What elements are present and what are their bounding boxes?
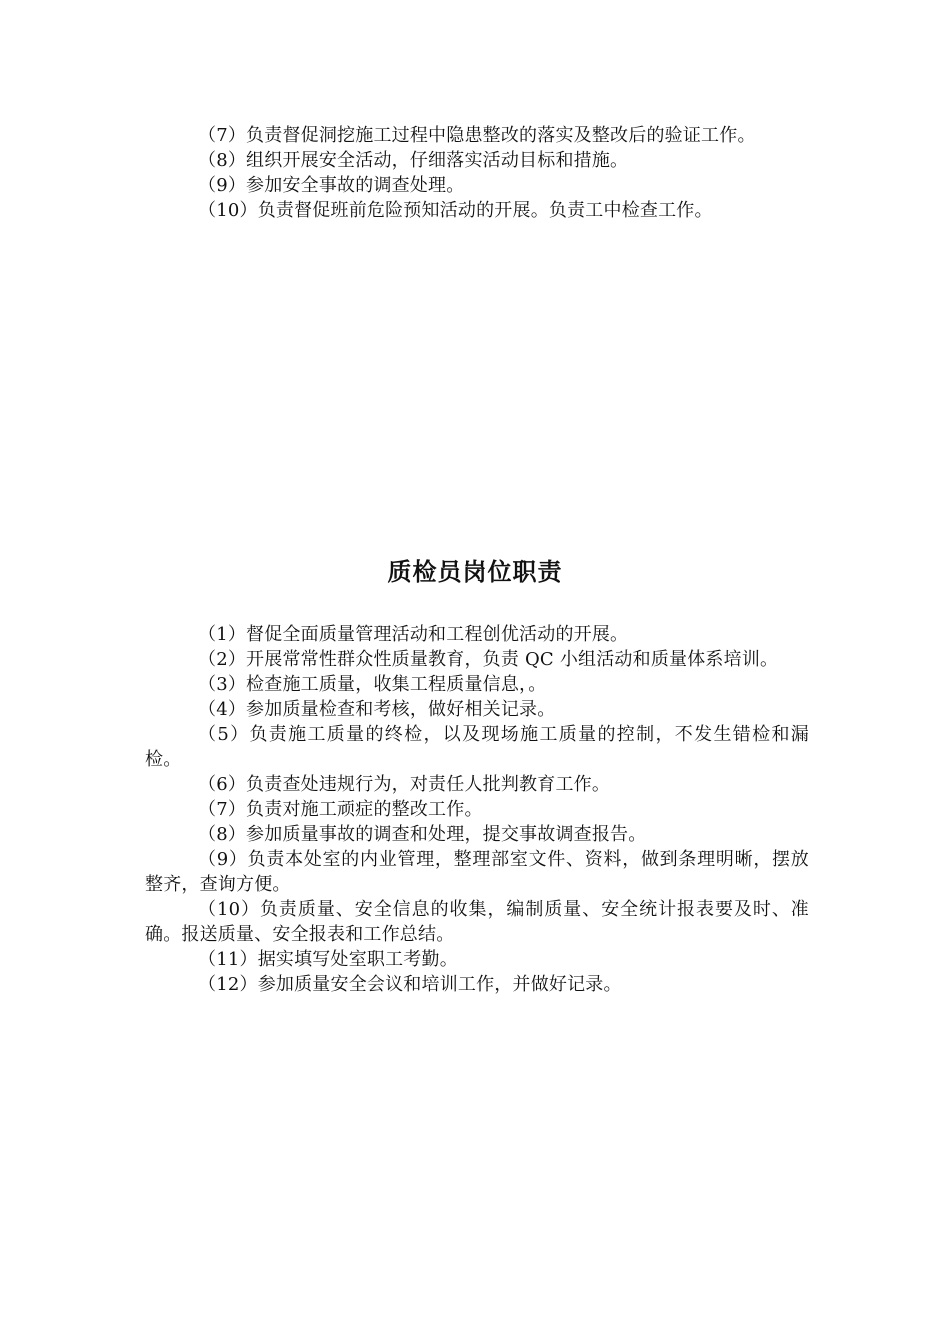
quality-inspector-duties xyxy=(145,622,809,997)
duty-item-12: （12）参加质量安全会议和培训工作，并做好记录。 xyxy=(198,974,622,995)
continuation-section xyxy=(145,123,809,223)
duty-item-4: （4）参加质量检查和考核，做好相关记录。 xyxy=(198,699,556,720)
duty-item-2: （2）开展常常性群众性质量教育，负责 QC 小组活动和质量体系培训。 xyxy=(198,649,779,670)
duty-item-6: （6）负责查处违规行为，对责任人批判教育工作。 xyxy=(198,774,611,795)
section-title: 质检员岗位职责 xyxy=(387,558,563,586)
duty-item-5: （5）负责施工质量的终检，以及现场施工质量的控制，不发生错检和漏检。 xyxy=(145,724,809,770)
continuation-item-10: （10）负责督促班前危险预知活动的开展。负责工中检查工作。 xyxy=(198,200,713,221)
duty-item-7: （7）负责对施工顽症的整改工作。 xyxy=(198,799,483,820)
duty-item-11: （11）据实填写处室职工考勤。 xyxy=(198,949,458,970)
continuation-item-9: （9）参加安全事故的调查处理。 xyxy=(198,175,465,196)
continuation-item-7: （7）负责督促洞挖施工过程中隐患整改的落实及整改后的验证工作。 xyxy=(198,125,756,146)
duty-item-1: （1）督促全面质量管理活动和工程创优活动的开展。 xyxy=(198,624,629,645)
continuation-item-8: （8）组织开展安全活动，仔细落实活动目标和措施。 xyxy=(198,150,629,171)
duty-item-10: （10）负责质量、安全信息的收集，编制质量、安全统计报表要及时、准确。报送质量、安全报表和工作总结。 xyxy=(145,899,809,945)
duty-item-9: （9）负责本处室的内业管理，整理部室文件、资料，做到条理明晰，摆放整齐，查询方便。 xyxy=(145,849,809,895)
duty-item-3: （3）检查施工质量，收集工程质量信息，。 xyxy=(198,674,547,695)
duty-item-8: （8）参加质量事故的调查和处理，提交事故调查报告。 xyxy=(198,824,647,845)
